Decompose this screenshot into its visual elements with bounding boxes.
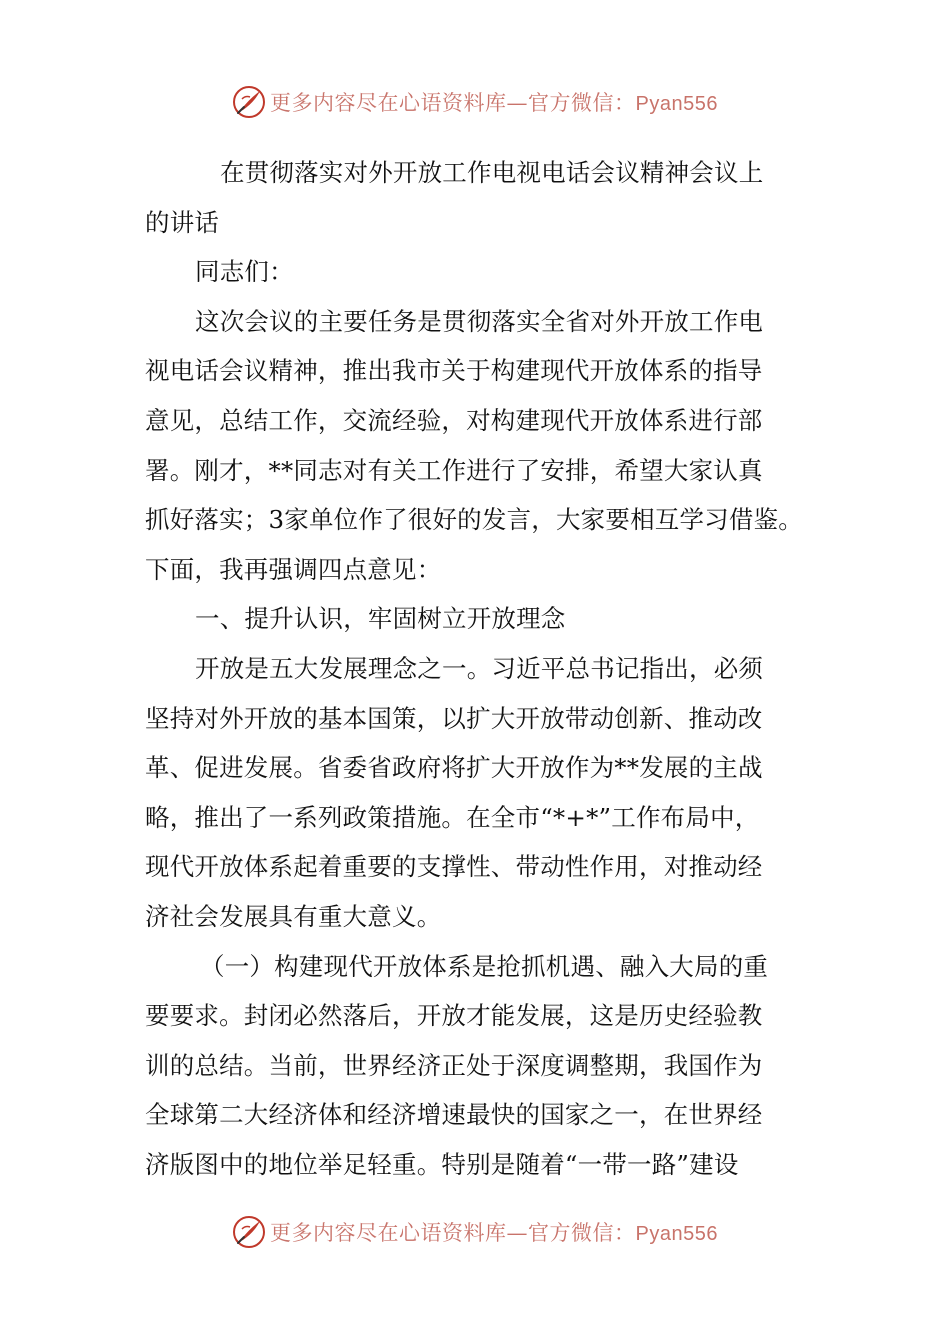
paragraph-2-line: 坚持对外开放的基本国策，以扩大开放带动创新、推动改 <box>145 703 763 733</box>
paragraph-1-line: 下面，我再强调四点意见： <box>145 554 442 584</box>
quill-logo-icon <box>232 85 266 119</box>
wechat-id: Pyan556 <box>635 93 718 115</box>
header-watermark <box>0 82 950 122</box>
paragraph-3-line: 要要求。封闭必然落后，开放才能发展，这是历史经验教 <box>145 1001 763 1031</box>
footer-watermark <box>0 1212 950 1252</box>
paragraph-2-line: 略，推出了一系列政策措施。在全市“*+*”工作布局中， <box>145 802 760 832</box>
paragraph-1-line: 署。刚才，**同志对有关工作进行了安排，希望大家认真 <box>145 455 763 485</box>
paragraph-1-line: 视电话会议精神，推出我市关于构建现代开放体系的指导 <box>145 356 763 386</box>
paragraph-2-line: 济社会发展具有重大意义。 <box>145 901 442 931</box>
paragraph-1-line: 这次会议的主要任务是贯彻落实全省对外开放工作电 <box>195 306 764 336</box>
paragraph-2-line: 开放是五大发展理念之一。习近平总书记指出，必须 <box>195 653 764 683</box>
document-body <box>145 148 815 1189</box>
wechat-id: Pyan556 <box>635 1223 718 1245</box>
document-title-line-1: 在贯彻落实对外开放工作电视电话会议精神会议上 <box>220 158 764 187</box>
paragraph-1-line: 意见，总结工作，交流经验，对构建现代开放体系进行部 <box>145 405 763 435</box>
quill-logo-icon <box>232 1215 266 1249</box>
watermark-text: 更多内容尽在心语资料库—官方微信：Pyan556 <box>270 1221 718 1245</box>
paragraph-2-line: 革、促进发展。省委省政府将扩大开放作为**发展的主战 <box>145 753 763 783</box>
salutation: 同志们： <box>195 257 294 287</box>
paragraph-3-line: 训的总结。当前，世界经济正处于深度调整期，我国作为 <box>145 1050 763 1080</box>
watermark-text: 更多内容尽在心语资料库—官方微信：Pyan556 <box>270 91 718 115</box>
paragraph-3-line: 济版图中的地位举足轻重。特别是随着“一带一路”建设 <box>145 1149 739 1179</box>
paragraph-1-line: 抓好落实；3家单位作了很好的发言，大家要相互学习借鉴。 <box>145 505 803 535</box>
paragraph-3-line: （一）构建现代开放体系是抢抓机遇、融入大局的重 <box>200 951 769 981</box>
paragraph-2-line: 现代开放体系起着重要的支撑性、带动性作用，对推动经 <box>145 852 763 882</box>
document-title-line-2: 的讲话 <box>145 207 220 237</box>
paragraph-3-line: 全球第二大经济体和经济增速最快的国家之一，在世界经 <box>145 1100 763 1130</box>
section-heading-1: 一、提升认识，牢固树立开放理念 <box>195 604 566 634</box>
